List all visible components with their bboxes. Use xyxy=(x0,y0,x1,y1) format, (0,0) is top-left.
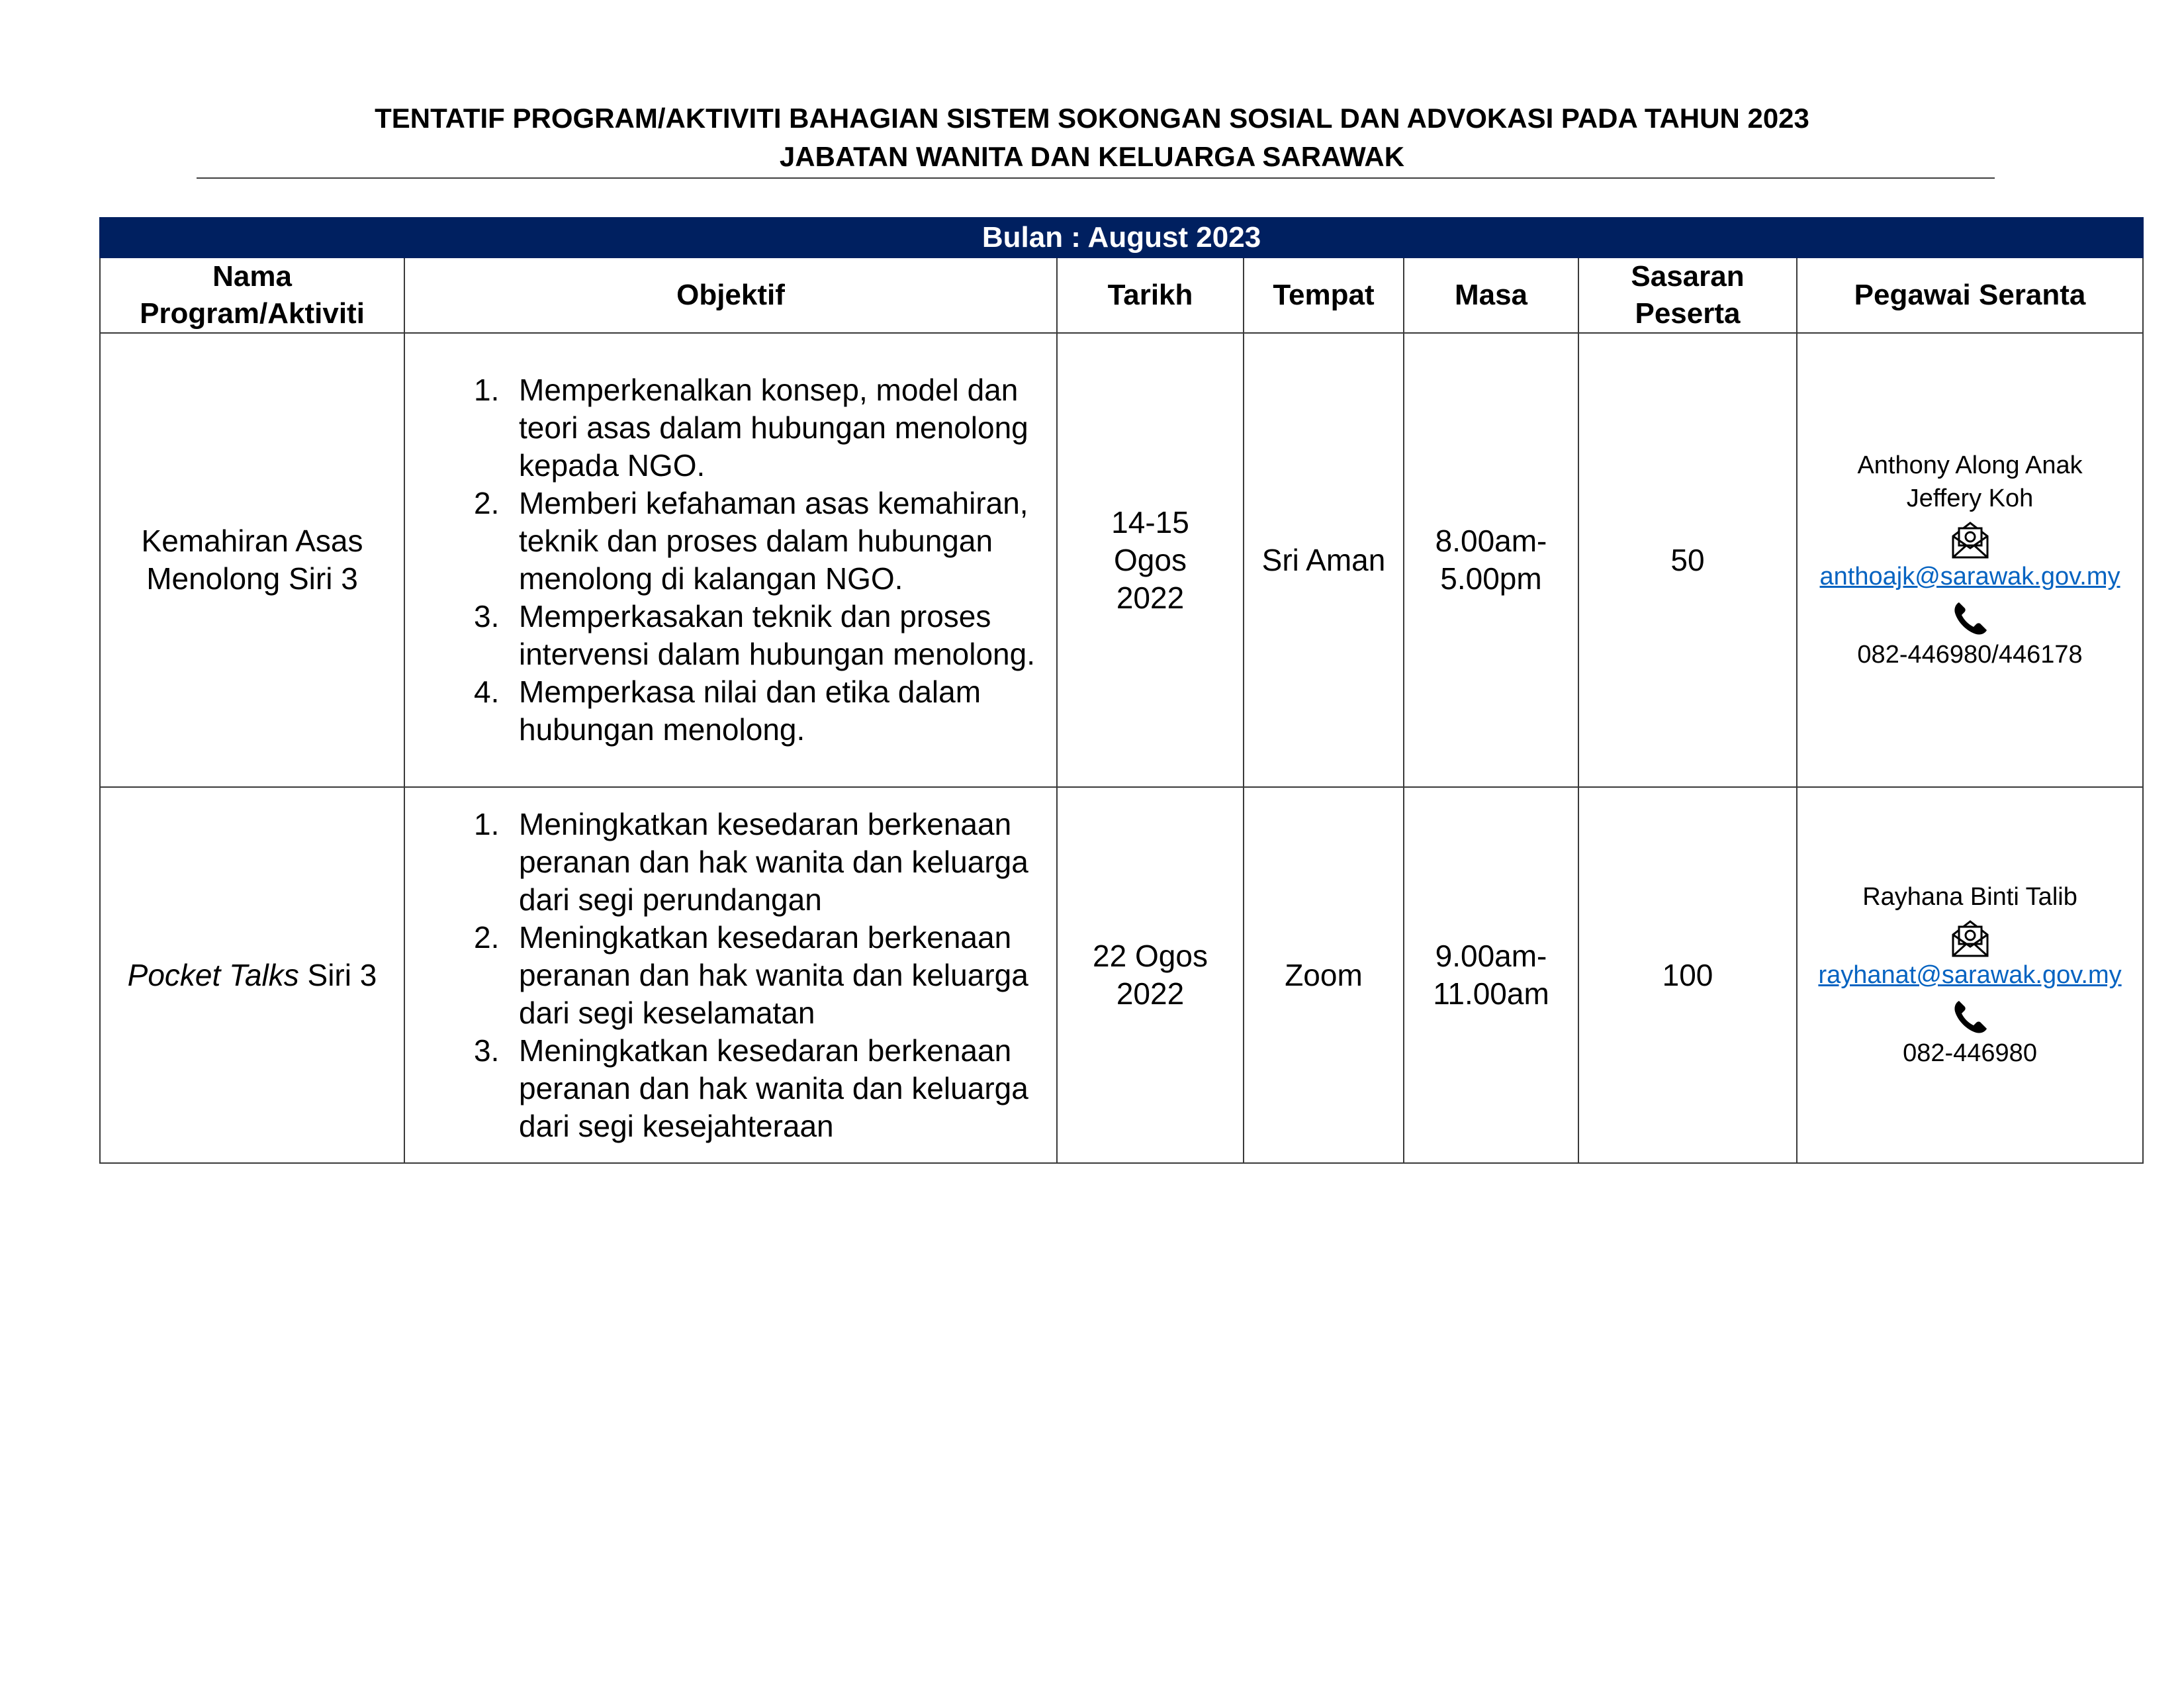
title-divider xyxy=(197,177,1995,179)
list-item xyxy=(405,806,1050,919)
list-item xyxy=(405,371,1050,485)
tarikh-line1: 22 Ogos xyxy=(1093,939,1208,973)
table-row xyxy=(100,333,2143,787)
contact-name-line2: Jeffery Koh xyxy=(1906,485,2034,512)
header-objektif: Objektif xyxy=(404,258,1057,333)
list-text: Meningkatkan kesedaran berkenaan peranan dan hak wanita dan keluarga dari segi kesejahteraan xyxy=(519,1033,1028,1143)
cell-pegawai xyxy=(1797,333,2143,787)
contact-email-link[interactable]: anthoajk@sarawak.gov.my xyxy=(1819,563,2120,590)
header-nama-line2: Program/Aktiviti xyxy=(140,297,365,330)
cell-tempat: Zoom xyxy=(1244,787,1404,1163)
header-sasaran xyxy=(1578,258,1797,333)
tarikh-line2: 2022 xyxy=(1116,976,1185,1011)
tarikh-line1: 14-15 xyxy=(1111,504,1189,539)
contact-phone: 082-446980/446178 xyxy=(1857,641,2083,669)
list-text: Memperkenalkan konsep, model dan teori asas dalam hubungan menolong kepada NGO. xyxy=(519,373,1028,483)
masa-line2: 5.00pm xyxy=(1440,561,1542,596)
masa-line1: 8.00am- xyxy=(1435,524,1547,558)
cell-nama xyxy=(100,787,404,1163)
list-number: 3. xyxy=(474,1033,500,1068)
list-number: 4. xyxy=(474,675,500,709)
nama-line2: Menolong Siri 3 xyxy=(146,561,358,596)
header-row xyxy=(100,258,2143,333)
title-line-1: TENTATIF PROGRAM/AKTIVITI BAHAGIAN SISTEM SOKONGAN SOSIAL DAN ADVOKASI PADA TAHUN 2023 xyxy=(375,103,1809,134)
list-number: 1. xyxy=(474,806,500,841)
objektif-list xyxy=(405,371,1056,749)
email-icon xyxy=(1950,919,1991,959)
list-item xyxy=(405,919,1050,1032)
header-masa: Masa xyxy=(1404,258,1578,333)
phone-icon xyxy=(1950,997,1991,1037)
list-number: 1. xyxy=(474,373,500,407)
list-item xyxy=(405,485,1050,598)
nama-italic: Pocket Talks xyxy=(127,957,299,992)
list-number: 2. xyxy=(474,919,500,955)
contact-name-line1: Anthony Along Anak xyxy=(1857,451,2083,479)
cell-sasaran: 50 xyxy=(1578,333,1797,787)
tarikh-line2: Ogos xyxy=(1114,542,1187,577)
header-nama xyxy=(100,258,404,333)
nama-rest: Siri 3 xyxy=(298,957,377,992)
cell-objektif xyxy=(404,333,1057,787)
nama-line1: Kemahiran Asas xyxy=(141,524,363,558)
objektif-list xyxy=(405,806,1056,1145)
cell-nama xyxy=(100,333,404,787)
email-icon xyxy=(1950,520,1991,560)
list-number: 3. xyxy=(474,599,500,633)
cell-tempat: Sri Aman xyxy=(1244,333,1404,787)
cell-tarikh xyxy=(1057,333,1244,787)
cell-masa xyxy=(1404,333,1578,787)
cell-sasaran: 100 xyxy=(1578,787,1797,1163)
list-text: Meningkatkan kesedaran berkenaan peranan dan hak wanita dan keluarga dari segi perundangan xyxy=(519,806,1028,917)
contact-block xyxy=(1797,880,2142,1070)
contact-name-line1: Rayhana Binti Talib xyxy=(1862,883,2077,911)
title-line-2: JABATAN WANITA DAN KELUARGA SARAWAK xyxy=(779,141,1405,172)
cell-pegawai xyxy=(1797,787,2143,1163)
contact-phone: 082-446980 xyxy=(1903,1039,2037,1067)
contact-block xyxy=(1797,449,2142,671)
list-text: Memperkasa nilai dan etika dalam hubungan menolong. xyxy=(519,675,981,747)
table-row xyxy=(100,787,2143,1163)
masa-line2: 11.00am xyxy=(1433,976,1549,1011)
list-item xyxy=(405,673,1050,749)
list-text: Meningkatkan kesedaran berkenaan peranan dan hak wanita dan keluarga dari segi keselamatan xyxy=(519,919,1028,1030)
header-pegawai: Pegawai Seranta xyxy=(1797,258,2143,333)
list-text: Memberi kefahaman asas kemahiran, teknik dan proses dalam hubungan menolong di kalangan NGO. xyxy=(519,486,1028,596)
masa-line1: 9.00am- xyxy=(1435,939,1547,973)
cell-objektif xyxy=(404,787,1057,1163)
tarikh-line3: 2022 xyxy=(1116,580,1185,615)
header-sasaran-line2: Peserta xyxy=(1635,297,1741,330)
header-tempat: Tempat xyxy=(1244,258,1404,333)
cell-tarikh xyxy=(1057,787,1244,1163)
list-text: Memperkasakan teknik dan proses intervensi dalam hubungan menolong. xyxy=(519,599,1035,671)
program-table xyxy=(99,217,2144,1164)
header-tarikh: Tarikh xyxy=(1057,258,1244,333)
list-number: 2. xyxy=(474,486,500,520)
month-banner: Bulan : August 2023 xyxy=(100,218,2143,258)
document-title xyxy=(0,99,2184,176)
header-sasaran-line1: Sasaran xyxy=(1631,260,1745,293)
phone-icon xyxy=(1950,598,1991,638)
header-nama-line1: Nama xyxy=(212,260,292,293)
cell-masa xyxy=(1404,787,1578,1163)
list-item xyxy=(405,1032,1050,1145)
contact-email-link[interactable]: rayhanat@sarawak.gov.my xyxy=(1818,961,2122,989)
list-item xyxy=(405,598,1050,673)
